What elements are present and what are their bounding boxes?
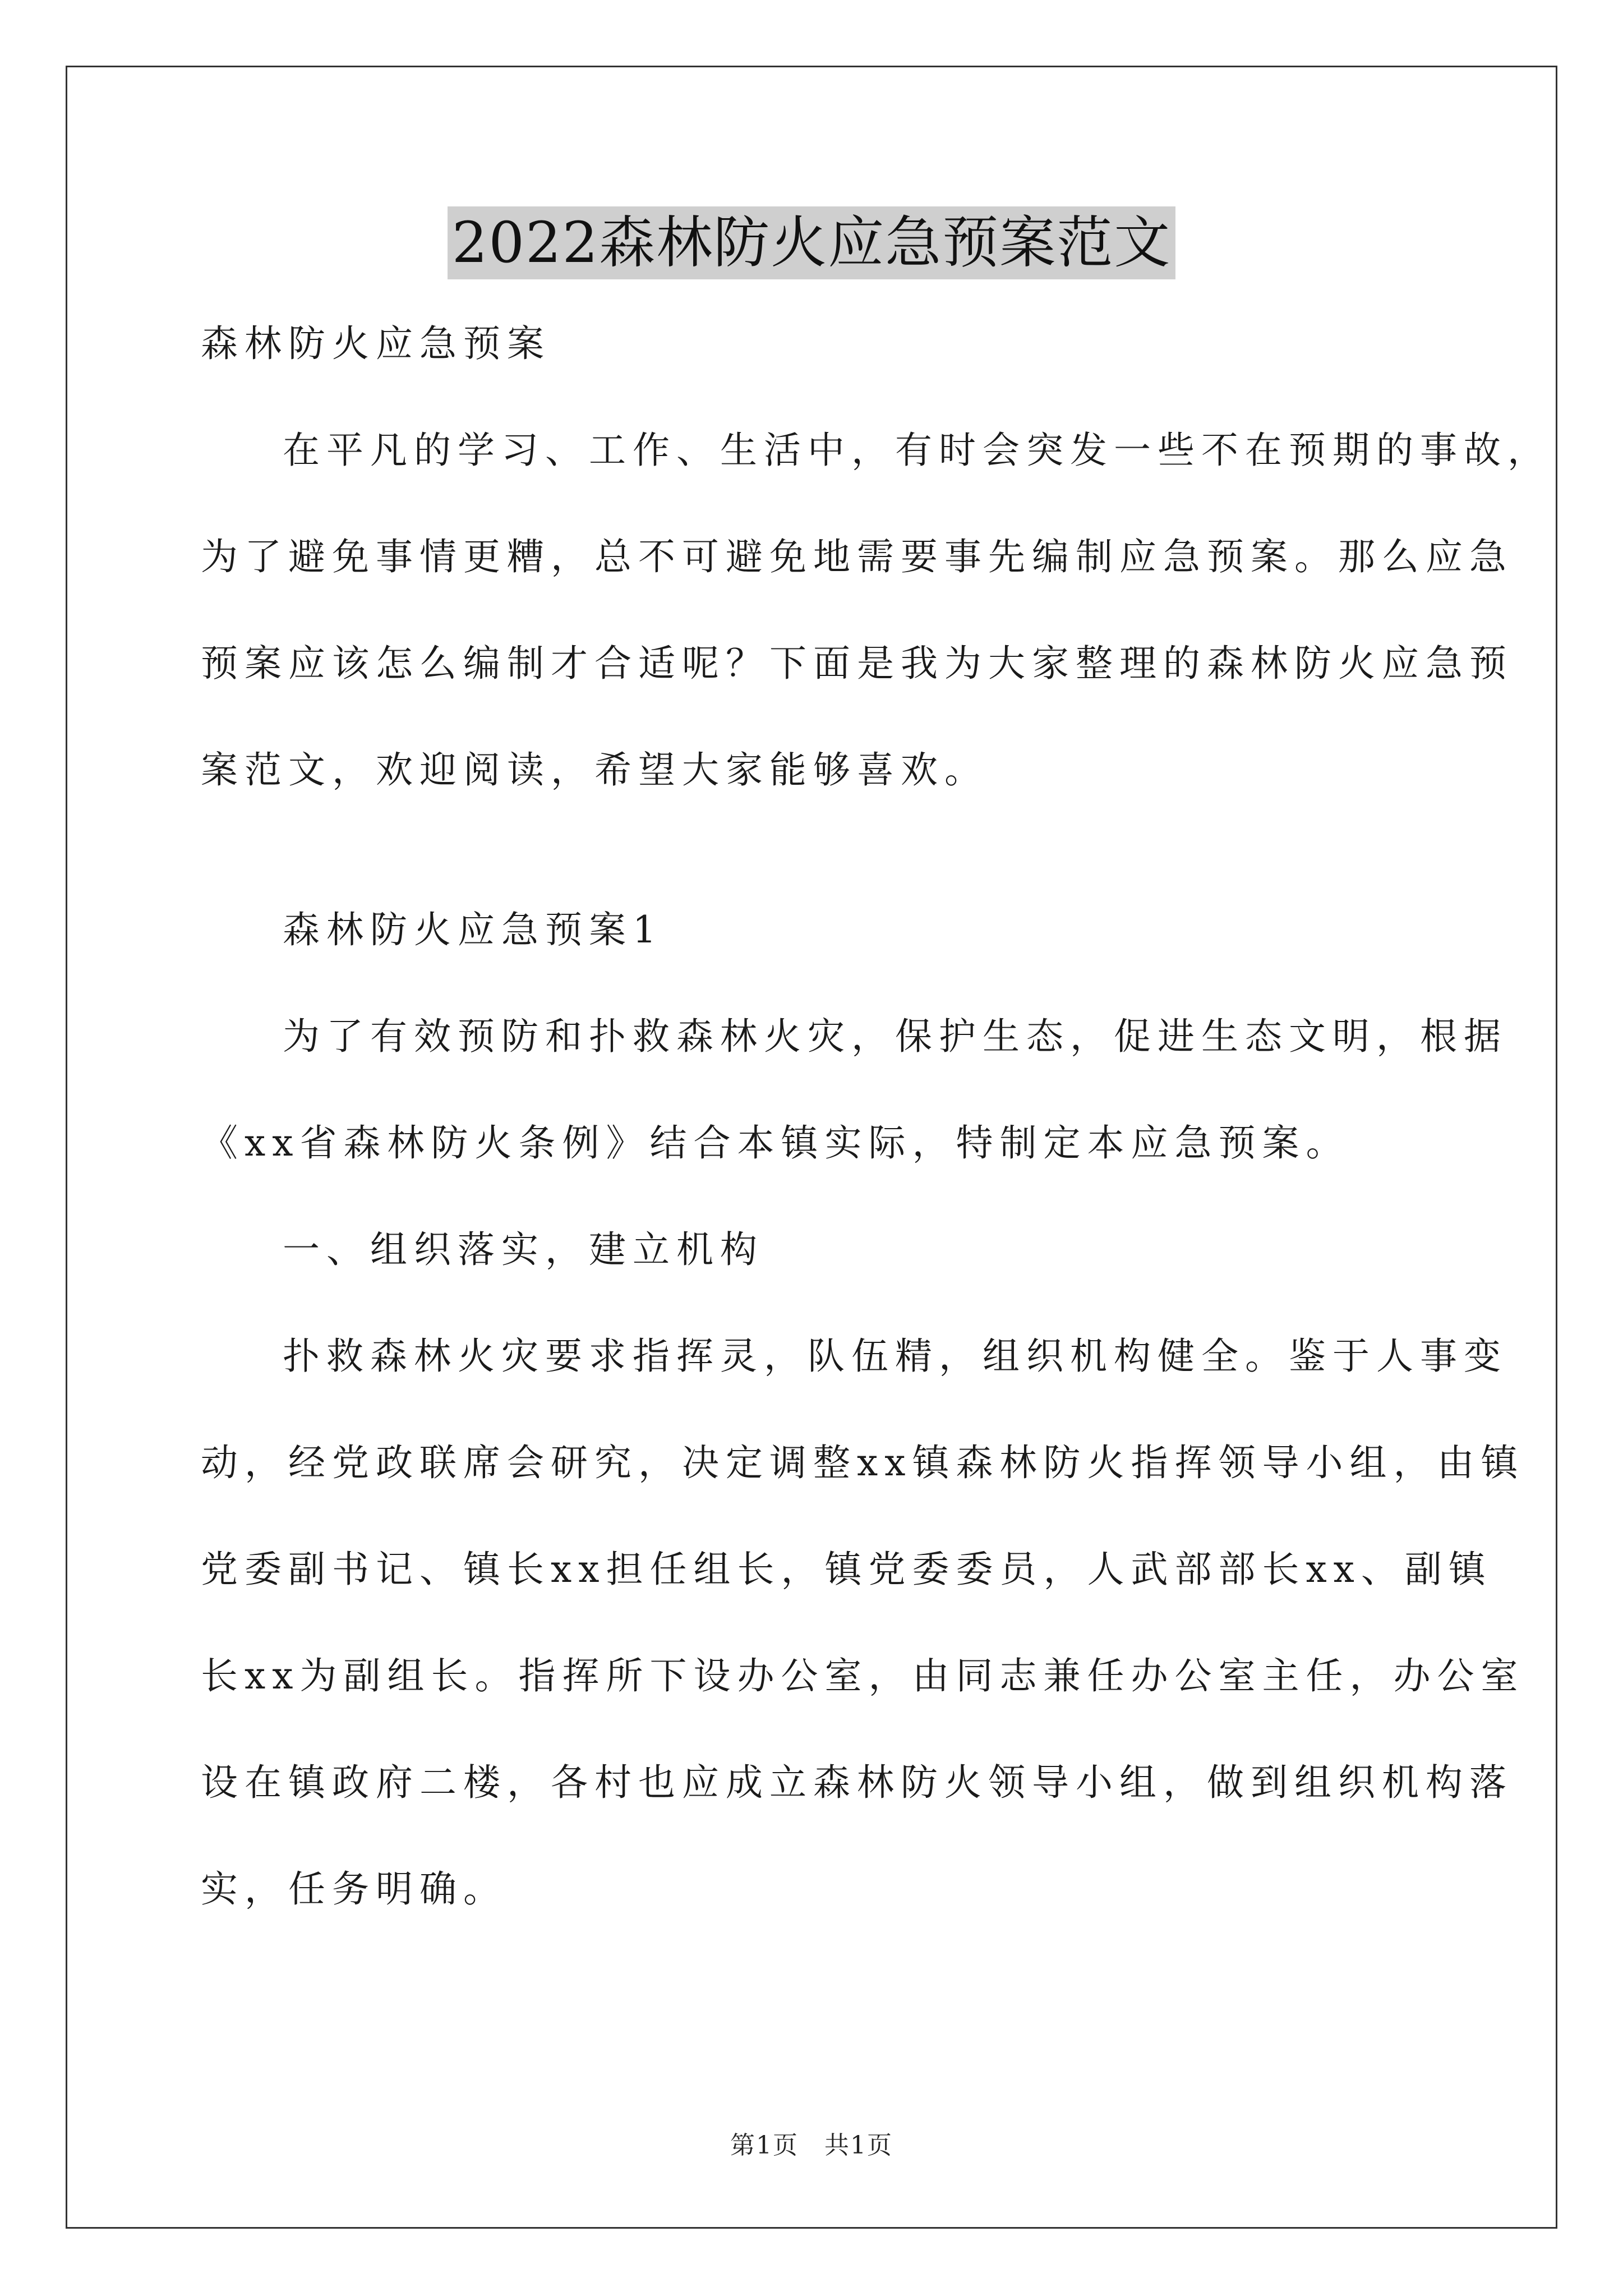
paragraph-line: 动，经党政联席会研究，决定调整xx镇森林防火指挥领导小组，由镇 <box>201 1441 1525 1484</box>
page-footer: 第1页 共1页 <box>730 2131 893 2160</box>
spacer <box>201 1383 1435 1436</box>
document-title: 2022森林防火应急预案范文 <box>448 206 1176 279</box>
spacer <box>201 1170 1435 1223</box>
spacer <box>201 583 1435 637</box>
spacer <box>201 797 1435 903</box>
document-body <box>201 317 1551 1916</box>
paragraph-line: 实，任务明确。 <box>201 1867 507 1911</box>
subsection-heading: 一、组织落实，建立机构 <box>283 1228 764 1271</box>
paragraph-line: 党委副书记、镇长xx担任组长，镇党委委员，人武部部长xx、副镇 <box>201 1548 1492 1591</box>
intro-line: 在平凡的学习、工作、生活中，有时会突发一些不在预期的事故， <box>283 429 1551 472</box>
spacer <box>201 956 1435 1010</box>
spacer <box>201 1809 1435 1862</box>
title-wrap <box>0 206 1623 279</box>
spacer <box>201 370 1435 424</box>
spacer <box>201 1276 1435 1329</box>
paragraph-line: 设在镇政府二楼，各村也应成立森林防火领导小组，做到组织机构落 <box>201 1761 1513 1804</box>
paragraph-line: 扑救森林火灾要求指挥灵，队伍精，组织机构健全。鉴于人事变 <box>283 1335 1507 1378</box>
paragraph-line: 长xx为副组长。指挥所下设办公室，由同志兼任办公室主任，办公室 <box>201 1654 1525 1697</box>
intro-line: 案范文，欢迎阅读，希望大家能够喜欢。 <box>201 748 988 792</box>
paragraph-line: 《xx省森林防火条例》结合本镇实际，特制定本应急预案。 <box>201 1121 1350 1165</box>
document-subtitle: 森林防火应急预案 <box>201 322 551 365</box>
spacer <box>201 1703 1435 1756</box>
intro-line: 为了避免事情更糟，总不可避免地需要事先编制应急预案。那么应急 <box>201 535 1513 578</box>
section-heading: 森林防火应急预案1 <box>283 908 663 951</box>
paragraph-line: 为了有效预防和扑救森林火灾，保护生态，促进生态文明，根据 <box>283 1015 1507 1058</box>
spacer <box>201 1596 1435 1649</box>
spacer <box>201 1489 1435 1543</box>
spacer <box>201 1063 1435 1116</box>
intro-line: 预案应该怎么编制才合适呢？下面是我为大家整理的森林防火应急预 <box>201 642 1513 685</box>
spacer <box>201 477 1435 530</box>
spacer <box>201 690 1435 743</box>
